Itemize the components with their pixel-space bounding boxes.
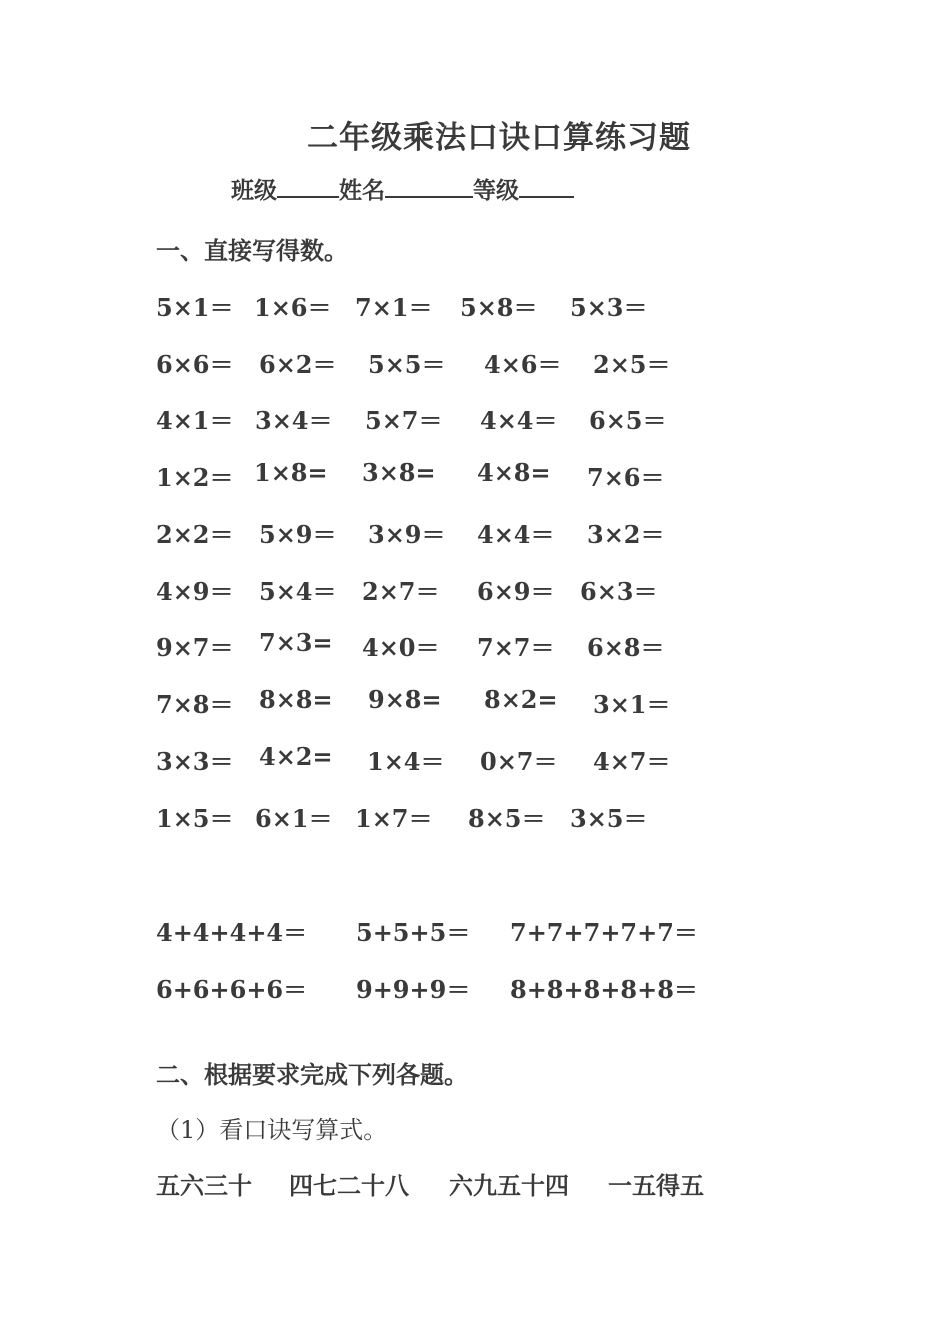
problem-row (156, 799, 776, 833)
problem-row (156, 685, 776, 719)
name-label: 姓名 (339, 177, 385, 204)
math-problem: 4×7＝ (593, 747, 671, 776)
math-problem: 5×1＝ (156, 293, 234, 322)
addition-row (156, 913, 776, 947)
problem-row (156, 458, 776, 492)
math-problem: 1×5＝ (156, 804, 234, 833)
math-problem: 5×3＝ (570, 293, 648, 322)
math-problem: 8×8= (259, 685, 333, 714)
addition-problem: 7+7+7+7+7＝ (510, 918, 698, 947)
page-title: 二年级乘法口诀口算练习题 (307, 120, 691, 156)
math-problem: 6×5＝ (589, 406, 667, 435)
math-problem: 5×9＝ (259, 520, 337, 549)
math-problem: 4×4＝ (480, 406, 558, 435)
grade-blank[interactable] (519, 176, 574, 198)
problem-row (156, 628, 776, 662)
addition-row (156, 970, 776, 1004)
math-problem: 9×8= (368, 685, 442, 714)
chant-item: 六九五十四 (449, 1171, 569, 1200)
problem-row (156, 401, 776, 435)
math-problem: 2×2＝ (156, 520, 234, 549)
math-problem: 5×7＝ (365, 406, 443, 435)
problem-row (156, 288, 776, 322)
math-problem: 6×9＝ (477, 577, 555, 606)
math-problem: 6×3＝ (580, 577, 658, 606)
math-problem: 3×1＝ (593, 690, 671, 719)
math-problem: 7×1＝ (355, 293, 433, 322)
chant-item: 四七二十八 (289, 1171, 409, 1200)
math-problem: 8×2= (484, 685, 558, 714)
section2-heading: 二、根据要求完成下列各题。 (156, 1060, 468, 1089)
math-problem: 5×8＝ (460, 293, 538, 322)
math-problem: 3×2＝ (587, 520, 665, 549)
name-blank[interactable] (385, 176, 473, 198)
math-problem: 5×4＝ (259, 577, 337, 606)
math-problem: 4×0＝ (362, 633, 440, 662)
addition-problem: 9+9+9＝ (356, 975, 471, 1004)
math-problem: 3×8= (362, 458, 436, 487)
math-problem: 4×2= (259, 742, 333, 771)
student-info-line (231, 172, 574, 205)
math-problem: 8×5＝ (468, 804, 546, 833)
math-problem: 7×8＝ (156, 690, 234, 719)
addition-problem: 4+4+4+4＝ (156, 918, 308, 947)
math-problem: 1×7＝ (355, 804, 433, 833)
chant-item: 五六三十 (156, 1171, 252, 1200)
math-problem: 7×7＝ (477, 633, 555, 662)
math-problem: 7×3= (259, 628, 333, 657)
math-problem: 2×5＝ (593, 350, 671, 379)
math-problem: 7×6＝ (587, 463, 665, 492)
math-problem: 1×2＝ (156, 463, 234, 492)
problem-row (156, 345, 776, 379)
math-problem: 1×4＝ (367, 747, 445, 776)
math-problem: 4×6＝ (484, 350, 562, 379)
grade-label: 等级 (473, 177, 519, 204)
class-label: 班级 (231, 177, 277, 204)
math-problem: 2×7＝ (362, 577, 440, 606)
math-problem: 9×7＝ (156, 633, 234, 662)
math-problem: 6×1＝ (255, 804, 333, 833)
math-problem: 3×3＝ (156, 747, 234, 776)
math-problem: 6×8＝ (587, 633, 665, 662)
addition-problem: 5+5+5＝ (356, 918, 471, 947)
chant-row (156, 1166, 776, 1200)
math-problem: 3×9＝ (368, 520, 446, 549)
math-problem: 5×5＝ (368, 350, 446, 379)
math-problem: 1×6＝ (254, 293, 332, 322)
math-problem: 1×8= (254, 458, 328, 487)
section2-sub1: （1）看口诀写算式。 (156, 1116, 388, 1144)
math-problem: 0×7＝ (480, 747, 558, 776)
math-problem: 4×1＝ (156, 406, 234, 435)
chant-item: 一五得五 (608, 1171, 704, 1200)
math-problem: 6×2＝ (259, 350, 337, 379)
section1-heading: 一、直接写得数。 (156, 236, 348, 265)
problem-row (156, 742, 776, 776)
math-problem: 4×8= (477, 458, 551, 487)
class-blank[interactable] (277, 176, 339, 198)
math-problem: 3×4＝ (255, 406, 333, 435)
math-problem: 4×4＝ (477, 520, 555, 549)
addition-problem: 8+8+8+8+8＝ (510, 975, 698, 1004)
math-problem: 6×6＝ (156, 350, 234, 379)
math-problem: 4×9＝ (156, 577, 234, 606)
problem-row (156, 515, 776, 549)
addition-problem: 6+6+6+6＝ (156, 975, 308, 1004)
problem-row (156, 572, 776, 606)
math-problem: 3×5＝ (570, 804, 648, 833)
